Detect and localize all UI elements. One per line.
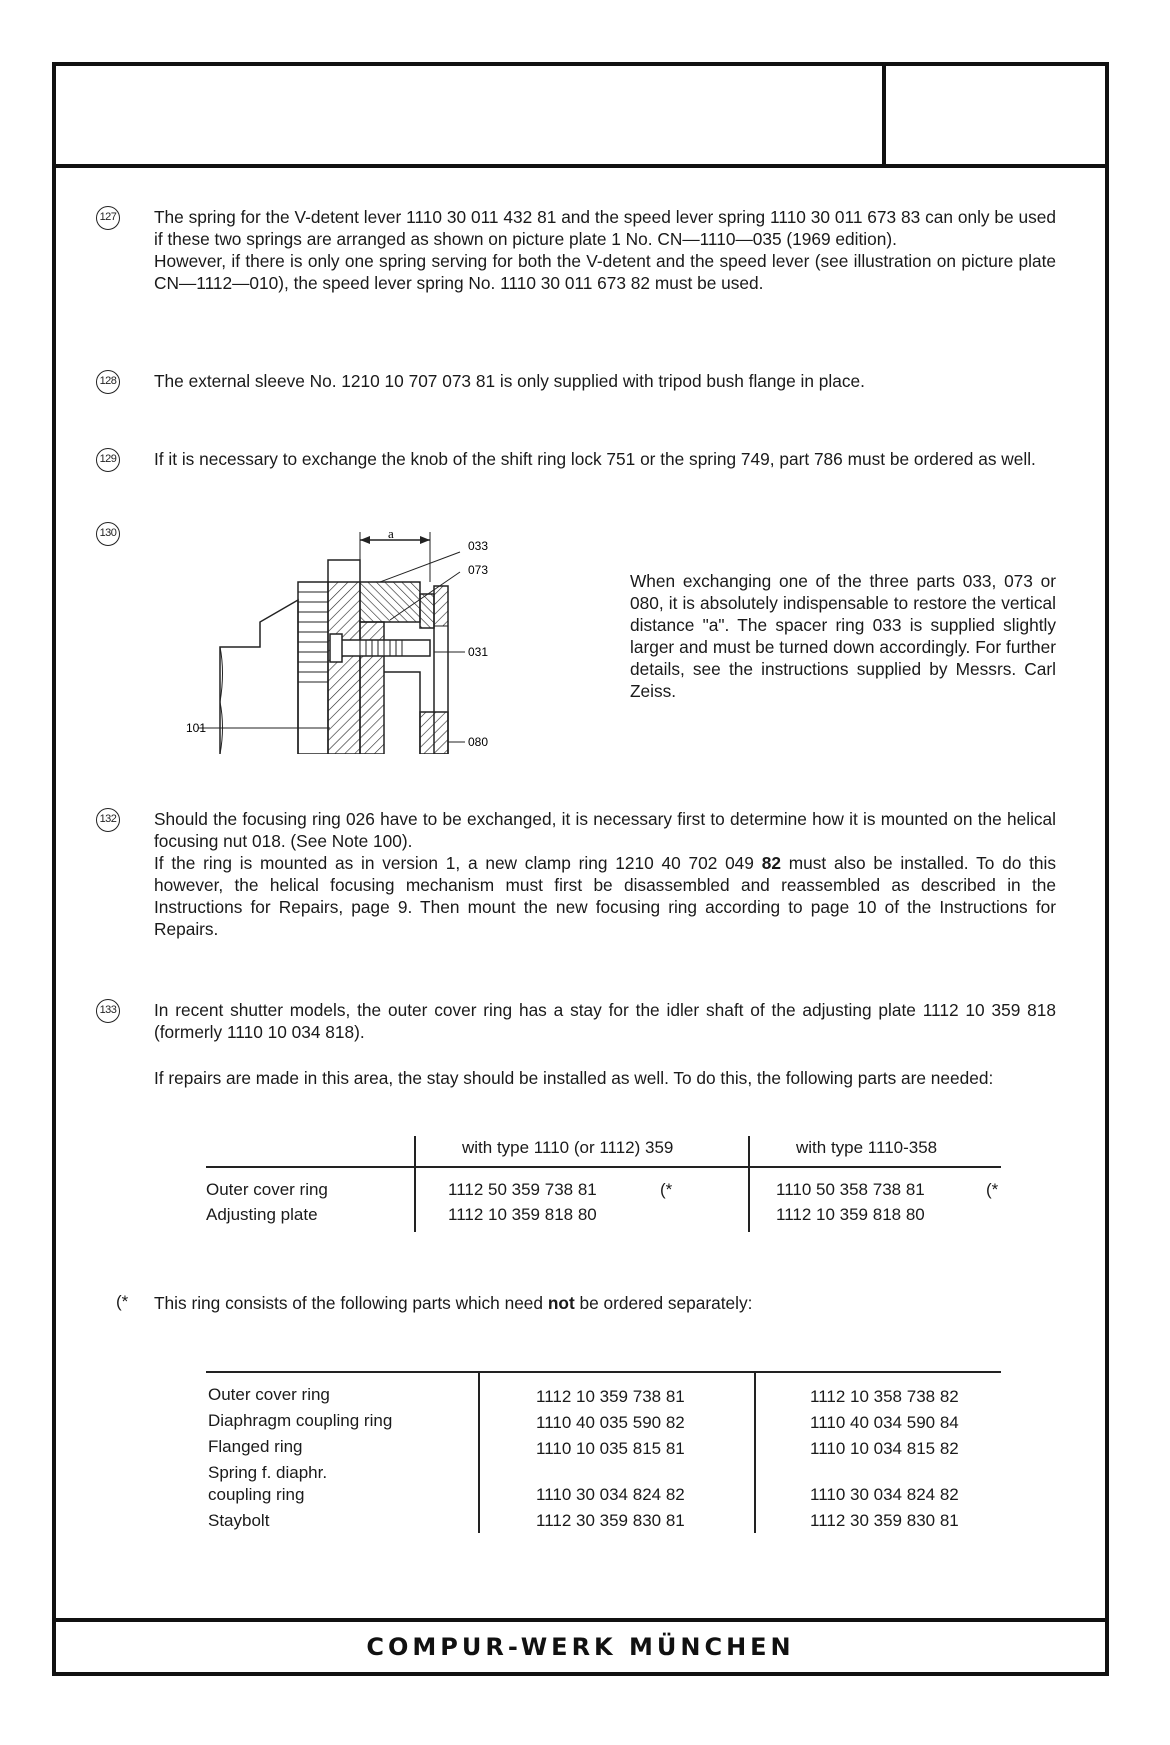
table2-row-label: Diaphragm coupling ring bbox=[208, 1411, 393, 1430]
note-130-text: When exchanging one of the three parts 033, 073 or 080, it is absolutely indispensable to restore the vertical distance "a". The spacer ring 033 is supplied slightly larger and must be turned down accordingly. For further details, see the instructions supplied by Messrs. Carl Zeiss. bbox=[630, 571, 1056, 701]
note-132-para-2b: must also be installed. To do this however, the helical focusing mechanism must first be disassembled and reassembled as described in the Instructions for Repairs, page 9. Then mount the new focusing ring according to page 10 of the Instructions for Repairs. bbox=[154, 853, 1056, 939]
note-number-132: 132 bbox=[96, 808, 120, 832]
table2-row-a: 1112 10 359 738 81 bbox=[536, 1387, 685, 1406]
table2-row-label: Staybolt bbox=[208, 1511, 270, 1530]
label-080: 080 bbox=[468, 735, 489, 749]
table2-row-b: 1110 10 034 815 82 bbox=[810, 1439, 959, 1458]
note-number-128: 128 bbox=[96, 370, 120, 394]
label-101: 101 bbox=[186, 721, 207, 735]
footer-company: COMPUR-WERK MÜNCHEN bbox=[366, 1633, 795, 1661]
table1-row-label: Outer cover ring bbox=[206, 1180, 328, 1199]
table2-row-b: 1110 30 034 824 82 bbox=[810, 1485, 959, 1504]
dimension-label-a: a bbox=[388, 526, 394, 541]
table2-row-label: Outer cover ring bbox=[208, 1385, 330, 1404]
table2-row-label: Flanged ring bbox=[208, 1437, 303, 1456]
table2-row-a: 1112 30 359 830 81 bbox=[536, 1511, 685, 1530]
label-031: 031 bbox=[468, 645, 489, 659]
note-133-para-2: If repairs are made in this area, the stay should be installed as well. To do this, the following parts are needed: bbox=[154, 1068, 994, 1088]
note-number-133: 133 bbox=[96, 999, 120, 1023]
table1-row-b-mark: (* bbox=[986, 1180, 999, 1199]
label-073: 073 bbox=[468, 563, 489, 577]
table2-row-b: 1112 30 359 830 81 bbox=[810, 1511, 959, 1530]
note-132-para-2a: If the ring is mounted as in version 1, a new clamp ring 1210 40 702 049 bbox=[154, 853, 754, 873]
note-129-para-1: If it is necessary to exchange the knob of the shift ring lock 751 or the spring 749, part 786 must be ordered as well. bbox=[154, 449, 1036, 469]
table1-row-b: 1112 10 359 818 80 bbox=[776, 1205, 925, 1224]
table2-row-a: 1110 10 035 815 81 bbox=[536, 1439, 685, 1458]
table1-row-b: 1110 50 358 738 81 bbox=[776, 1180, 925, 1199]
note-127-para-1: The spring for the V-detent lever 1110 30 011 432 81 and the speed lever spring 1110 30 011 673 83 can only be used if these two springs are arranged as shown on picture plate 1 No. CN—1110—035 (1969 edition). bbox=[154, 207, 1056, 249]
note-128-para-1: The external sleeve No. 1210 10 707 073 81 is only supplied with tripod bush flange in place. bbox=[154, 371, 865, 391]
table2-row-label: Spring f. diaphr. bbox=[208, 1463, 328, 1482]
note-127-para-2: However, if there is only one spring serving for both the V-detent and the speed lever (see illustration on picture plate CN—1112—010), the speed lever spring No. 1110 30 011 673 82 must be used. bbox=[154, 251, 1056, 293]
footnote-text-before: This ring consists of the following parts which need bbox=[154, 1293, 544, 1313]
footnote-bold: not bbox=[547, 1293, 575, 1313]
table1-row-a: 1112 50 359 738 81 bbox=[448, 1180, 597, 1199]
note-132-para-1: Should the focusing ring 026 have to be exchanged, it is necessary first to determine how it is mounted on the helical focusing nut 018. (See Note 100). bbox=[154, 809, 1056, 851]
table1-row-a-mark: (* bbox=[660, 1180, 673, 1199]
table2-row-b: 1110 40 034 590 84 bbox=[810, 1413, 959, 1432]
note-number-127: 127 bbox=[96, 206, 120, 230]
table1-row-a: 1112 10 359 818 80 bbox=[448, 1205, 597, 1224]
note-132-bold: 82 bbox=[761, 853, 781, 873]
table2-row-a: 1110 40 035 590 82 bbox=[536, 1413, 685, 1432]
table2-row-label: coupling ring bbox=[208, 1485, 305, 1504]
note-number-130: 130 bbox=[96, 522, 120, 546]
table1-row-label: Adjusting plate bbox=[206, 1205, 318, 1224]
note-133-para-1: In recent shutter models, the outer cover ring has a stay for the idler shaft of the adjusting plate 1112 10 359 818 (formerly 1110 10 034 818). bbox=[154, 1000, 1056, 1042]
table2-row-a: 1110 30 034 824 82 bbox=[536, 1485, 685, 1504]
label-033: 033 bbox=[468, 539, 489, 553]
footnote-text-after: be ordered separately: bbox=[579, 1293, 753, 1313]
note-number-129: 129 bbox=[96, 448, 120, 472]
table1-header-b: with type 1110-358 bbox=[796, 1138, 938, 1157]
table2-row-b: 1112 10 358 738 82 bbox=[810, 1387, 959, 1406]
footnote-marker: (* bbox=[116, 1292, 129, 1311]
table1-header-a: with type 1110 (or 1112) 359 bbox=[462, 1138, 674, 1157]
